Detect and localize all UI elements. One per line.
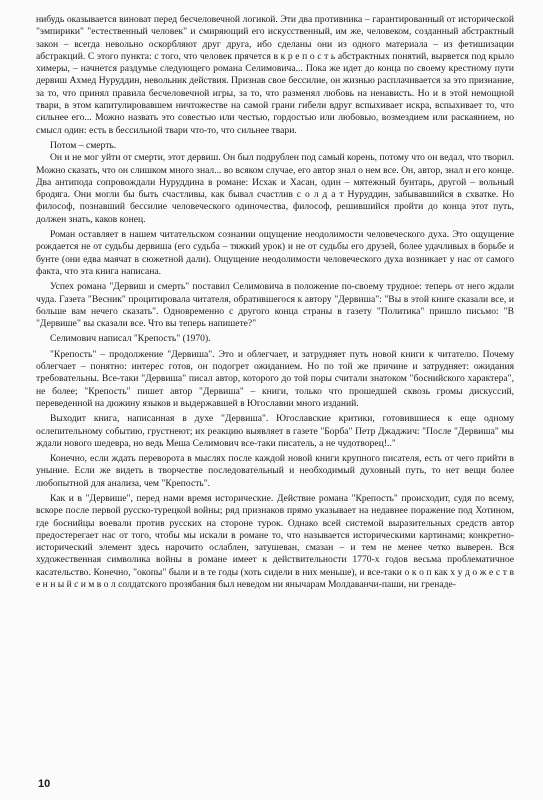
paragraph: нибудь оказывается виноват перед бесчеловечной логикой. Эти два противника – гарантированный от исторической "эмпирики" "естественный человек" и смиряющий его искусственный, им же, человеком, созданный абстрактный закон – всегда невольно оскорбляют друг друга, ибо сделаны они из одного материала – из фетишизации абстракций. С этого пункта: с того, что человек прячется в к р е п о с т ь абстрактных понятий, вырвется под крыло химеры, – начнется раздумье следующего романа Селимовича... Пока же идет до конца по своему крестному пути дервиш Ахмед Нуруддин, невольник действия. Признав свое бессилие, он жизнью расплачивается за это признание, за то, что принял правила бесчеловечной игры, за то, что разменял любовь на ненависть. Но и в этой немощной твари, в этом капитулировавшем ничтожестве на самой грани гибели вдруг вспыхивает искра, вспыхивает то, что сильнее его... Можно назвать это совестью или честью, гордостью или любовью, возмездием или раскаянием, но смысл один: есть в бессильной твари что-то, что сильнее твари.	[36, 14, 514, 136]
paragraph: Потом – смерть.	[50, 139, 117, 151]
paragraph: Выходит книга, написанная в духе "Дервиша". Югославские критики, готовившиеся к еще одному ослепительному событию, грустнеют; их реакцию выявляет в газете "Борба" Петр Джаджич: "После "Дервиша" мы ждали нового шедевра, но ведь Меша Селимович все-таки писатель, а не чудотворец!.."	[36, 413, 514, 449]
paragraph: Конечно, если ждать переворота в мыслях после каждой новой книги крупного писателя, есть от чего прийти в уныние. Если же видеть в творчестве последовательный и необходимый духовный путь, то нет вещи более любопытной для анализа, чем "Крепость".	[36, 453, 514, 489]
paragraph: Роман оставляет в нашем читательском сознании ощущение неодолимости человеческого духа. Это ощущение рождается не от судьбы дервиша (его судьба – тяжкий урок) и не от судьбы его друзей, более удачливых в борьбе и бунте (они едва маячат в сюжетной дали). Ощущение неодолимости человеческого духа возникает у нас от самого факта, что эта книга написана.	[36, 229, 514, 277]
paragraph: "Крепость" – продолжение "Дервиша". Это и облегчает, и затрудняет путь новой книги к читателю. Почему облегчает – понятно: интерес готов, он подогрет ожиданием. Но по той же причине и затрудняет: ожидания требовательны. Все-таки "Дервиша" писал автор, которого до той поры считали знатоком "боснийского характера", не более; "Крепость" пишет автор "Дервиша" – книги, только что прошедшей сквозь громы дискуссий, переведенной на дюжину языков и выдержавшей в Югославии много изданий.	[36, 348, 514, 409]
paragraph: Он и не мог уйти от смерти, этот дервиш. Он был подрублен под самый корень, потому что он ведал, что творил. Можно сказать, что он слишком много знал... во всяком случае, его автор знал о нем все. Он, автор, знал и его конце. Два антипода сопровождали Нуруддина в романе: Исхак и Хасан, один – мятежный бунтарь, другой – вольный бродяга. Они могли бы быть счастливы, как бывал счастлив с о л д а т Нуруддин, забывавшийся в схватке. Но философ, познавший бессилие человеческого одиночества, философ, решившийся пройти до конца этот путь, должен знать, каков конец.	[36, 152, 514, 225]
paragraph: Селимович написал "Крепость" (1970).	[50, 333, 211, 345]
paragraph: Как и в "Дервише", перед нами время исторические. Действие романа "Крепость" происходит, судя по всему, вскоре после первой русско-турецкой войны; ряд признаков прямо указывает на недавнее поражение под Хотином, где боснийцы воевали против русских на стороне турок. Однако всей системой выразительных средств автор предостерегает нас от того, чтобы мы искали в романе то, что называется историческими картинами; конкретно-исторический элемент здесь нарочито ослаблен, затушеван, смазан – и тем не менее четко выверен. Вся художественная символика войны в романе имеет к действительности 1770-х годов весьма проблематичное касательство. Конечно, "окопы" были и в те годы (хоть сидели в них меньше), и все-таки о к о п как х у д о ж е с т в е н н ы й с и м в о л солдатского прозябания был неведом ни янычарам Молдаванчи-паши, ни гренаде-	[36, 492, 514, 591]
page-number: 10	[38, 778, 51, 790]
body-text	[36, 14, 514, 591]
paragraph: Успех романа "Дервиш и смерть" поставил Селимовича в положение по-своему трудное: теперь от него ждали чуда. Газета "Весник" процитировала читателя, обратившегося к автору "Дервиша": "Вы в этой книге сказали все, и больше вам нечего сказать". Одновременно с другого конца страны в газету "Политика" пришло письмо: "В "Дервише" вы сказали все. Что вы теперь напишете?"	[36, 281, 514, 330]
